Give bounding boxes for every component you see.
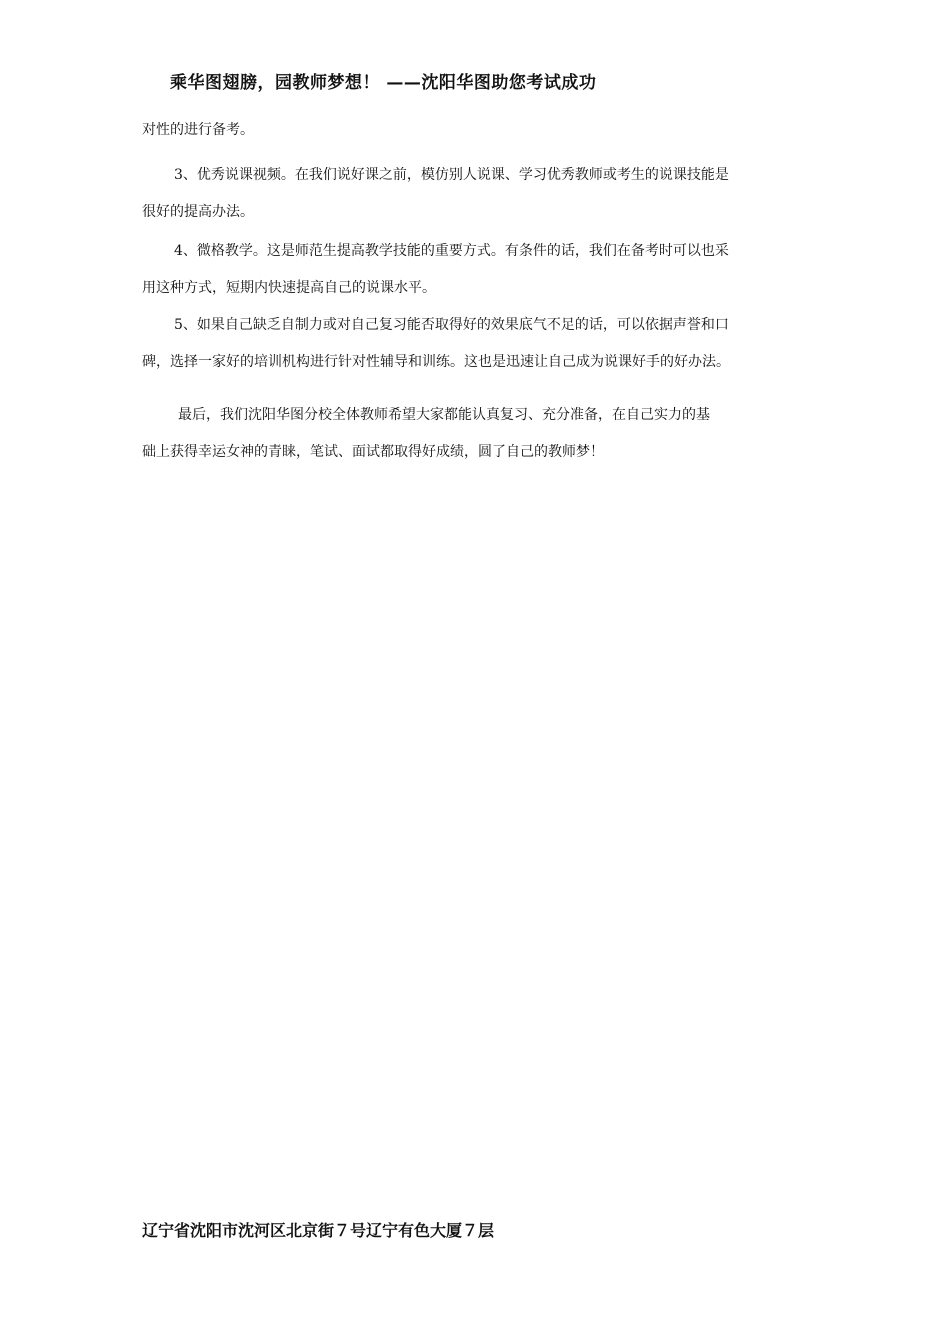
text-line: 碑，选择一家好的培训机构进行针对性辅导和训练。这也是迅速让自己成为说课好手的好办法。 xyxy=(142,354,730,370)
text-line: 很好的提高办法。 xyxy=(142,204,254,220)
text-line: 用这种方式，短期内快速提高自己的说课水平。 xyxy=(142,280,436,296)
page-footer-address: 辽宁省沈阳市沈河区北京街７号辽宁有色大厦７层 xyxy=(142,1221,495,1240)
text-line: 4、微格教学。这是师范生提高教学技能的重要方式。有条件的话，我们在备考时可以也采 xyxy=(174,243,729,259)
page-header-title: 乘华图翅膀，园教师梦想！ ——沈阳华图助您考试成功 xyxy=(170,73,597,93)
list-item-5 xyxy=(142,307,842,381)
text-line: 3、优秀说课视频。在我们说好课之前，模仿别人说课、学习优秀教师或考生的说课技能是 xyxy=(174,167,729,183)
list-item-3 xyxy=(142,157,842,231)
closing-paragraph xyxy=(142,397,842,471)
text-line: 对性的进行备考。 xyxy=(142,122,254,138)
text-line: 础上获得幸运女神的青睐，笔试、面试都取得好成绩，圆了自己的教师梦！ xyxy=(142,444,604,460)
text-line: 5、如果自己缺乏自制力或对自己复习能否取得好的效果底气不足的话，可以依据声誉和口 xyxy=(174,317,729,333)
text-line: 最后，我们沈阳华图分校全体教师希望大家都能认真复习、充分准备，在自己实力的基 xyxy=(178,407,710,423)
list-item-4 xyxy=(142,233,842,307)
paragraph-continuation xyxy=(142,117,842,143)
